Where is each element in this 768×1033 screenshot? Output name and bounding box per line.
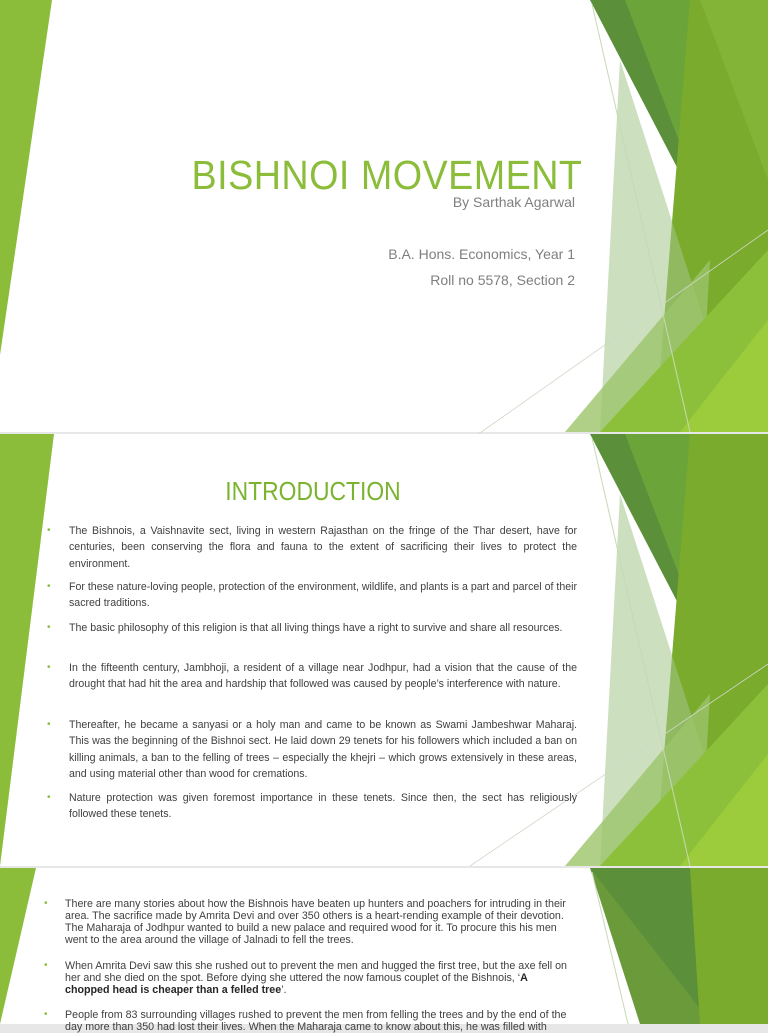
bullet-icon: •	[47, 662, 51, 673]
list-item: • The basic philosophy of this religion is that all living things have a right to survive and share all resources.	[69, 620, 577, 636]
slide-title-text: BISHNOI MOVEMENT	[191, 152, 583, 198]
bullet-icon: •	[47, 581, 51, 592]
green-triangle-decoration	[0, 0, 768, 432]
section-heading: INTRODUCTION	[225, 476, 401, 506]
roll-line: Roll no 5578, Section 2	[430, 272, 575, 288]
slide-stories	[0, 868, 768, 1033]
list-item: • Nature protection was given foremost importance in these tenets. Since then, the sect has religiously followed these tenets.	[47, 792, 577, 821]
bullet-icon: •	[44, 1009, 48, 1020]
slide-title	[0, 0, 768, 432]
list-item: • For these nature-loving people, protection of the environment, wildlife, and plants is a part and parcel of their sacred traditions.	[47, 581, 577, 610]
bullet-icon: •	[47, 622, 51, 633]
quote-bold: A chopped head is cheaper than a felled tree	[65, 972, 528, 996]
bullet-icon: •	[47, 719, 51, 730]
bullet-icon: •	[44, 960, 48, 971]
bullet-icon: •	[47, 792, 51, 803]
list-item: • The Bishnois, a Vaishnavite sect, living in western Rajasthan on the fringe of the Thar desert, have for centuries, been conserving the flora and fauna to the extent of sacrificing their lives to protect the environment.	[47, 525, 577, 570]
slide-introduction	[0, 434, 768, 866]
bullet-icon: •	[44, 898, 48, 909]
list-item: • People from 83 surrounding villages rushed to prevent the men from felling the trees and by the end of the day more than 350 had lost their lives. When the Maharaja came to know about this, he was filled with	[44, 1009, 567, 1033]
course-line: B.A. Hons. Economics, Year 1	[388, 246, 575, 262]
list-item: • Thereafter, he became a sanyasi or a holy man and came to be known as Swami Jambeshwar Maharaj. This was the beginning of the Bishnoi sect. He laid down 29 tenets for his followers which included a ban on killing animals, a ban to the felling of trees – especially the khejri – which grows extensively in these areas, and using material other than wood for cremations.	[47, 719, 577, 780]
list-item: • In the fifteenth century, Jambhoji, a resident of a village near Jodhpur, had a vision that the cause of the drought that had hit the area and hardship that followed was caused by people’s interference with nature.	[47, 662, 577, 691]
author-line: By Sarthak Agarwal	[452, 194, 575, 210]
list-item: • When Amrita Devi saw this she rushed out to prevent the men and hugged the first tree, but the axe fell on her and she died on the spot. Before dying she uttered the now famous couplet of the Bishnois, ‘A chopped head is cheaper than a felled tree’.	[44, 960, 568, 996]
green-triangle-decoration	[0, 868, 768, 1024]
bullet-icon: •	[47, 525, 51, 536]
list-item: • There are many stories about how the Bishnois have beaten up hunters and poachers for intruding in their area. The sacrifice made by Amrita Devi and over 350 others is a heart-rending example of their devotion. The Maharaja of Jodhpur wanted to build a new palace and required wood for it. To procure this his men went to the area around the village of Jalnadi to fell the trees.	[44, 898, 566, 946]
